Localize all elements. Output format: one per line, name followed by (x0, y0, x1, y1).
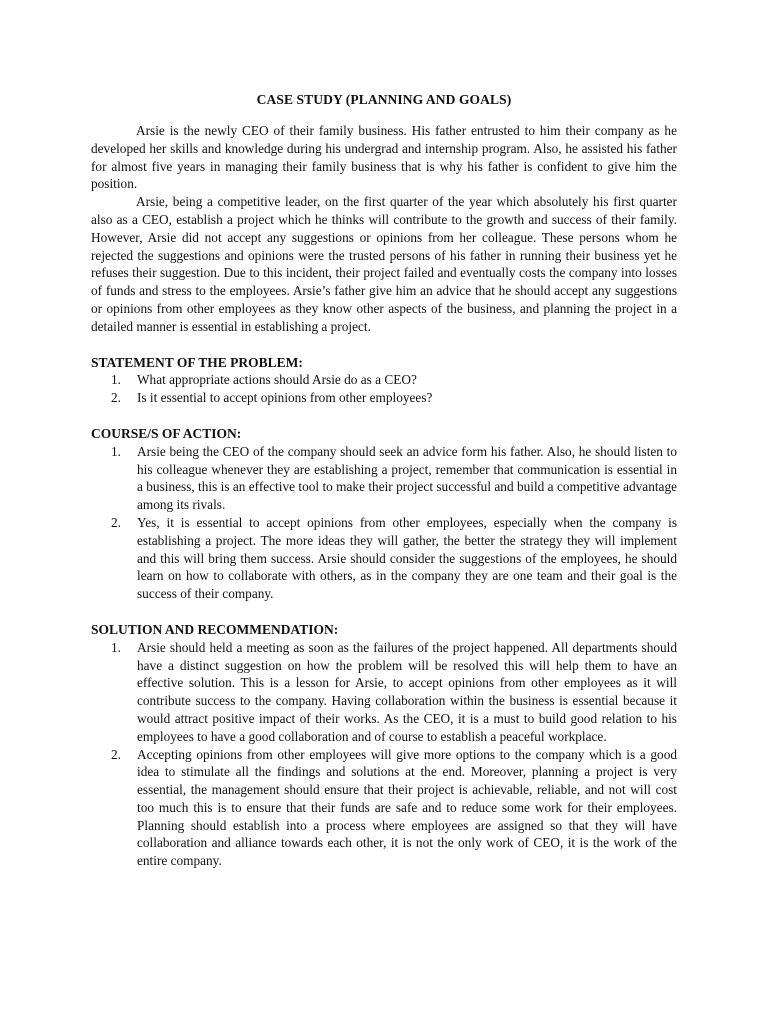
list-item-text: Is it essential to accept opinions from other employees? (137, 390, 433, 406)
intro-paragraph: Arsie, being a competitive leader, on the first quarter of the year which absolutely his first quarter also as a CEO, establish a project which he thinks will contribute to the growth and success of their family. However, Arsie did not accept any suggestions or opinions from her colleague. These persons whom he rejected the suggestions and opinions were the trusted persons of his father in running their business yet he refuses their suggestion. Due to this incident, their project failed and eventually costs the company into losses of funds and stress to the employees. Arsie’s father give him an advice that he should accept any suggestions or opinions from other employees as they know other aspects of the business, and planning the project in a detailed manner is essential in establishing a project. (91, 194, 677, 334)
list-number: 1. (111, 443, 121, 459)
list-item (91, 371, 677, 389)
list-item (91, 514, 677, 603)
problem-heading: STATEMENT OF THE PROBLEM: (91, 354, 303, 370)
problem-list (91, 371, 677, 407)
solution-list (91, 639, 677, 870)
list-number: 1. (111, 372, 121, 388)
list-item-text: What appropriate actions should Arsie do as a CEO? (137, 372, 417, 388)
list-number: 2. (111, 514, 121, 530)
actions-heading: COURSE/S OF ACTION: (91, 425, 242, 441)
list-item (91, 639, 677, 746)
list-item (91, 746, 677, 871)
list-item-text: Yes, it is essential to accept opinions from other employees, especially when the company is establishing a project. The more ideas they will gather, the better the strategy they will implement and this will bring them success. Arsie should consider the suggestions of the employees, he should learn on how to collaborate with others, as in the company they are one team and their goal is the success of their company. (137, 514, 677, 602)
list-item (91, 443, 677, 514)
list-item-text: Accepting opinions from other employees will give more options to the company which is a good idea to stimulate all the findings and solutions at the end. Moreover, planning a project is very essential, the management should ensure that their project is achievable, reliable, and not will cost too much this is to ensure that their funds are safe and to reduce some work for their employees. Planning should establish into a process where employees are assigned so that they will have collaboration and alliance towards each other, it is not the only work of CEO, it is the work of the entire company. (137, 746, 677, 869)
list-item-text: Arsie should held a meeting as soon as the failures of the project happened. All departments should have a distinct suggestion on how the problem will be resolved this will help them to have an effective solution. This is a lesson for Arsie, to accept opinions from other employees as it will contribute success to the company. Having collaboration within the business is essential because it would attract positive impact of their works. As the CEO, it is a must to build good relation to his employees to have a good collaboration and of course to establish a peaceful workplace. (137, 639, 677, 744)
list-item (91, 389, 677, 407)
list-number: 2. (111, 746, 121, 762)
intro-paragraph: Arsie is the newly CEO of their family business. His father entrusted to him their company as he developed her skills and knowledge during his undergrad and internship program. Also, he assisted his father for almost five years in managing their family business that is why his father is confident to give him the position. (91, 123, 677, 192)
list-item-text: Arsie being the CEO of the company should seek an advice form his father. Also, he should listen to his colleague whenever they are establishing a project, remember that communication is essential in a business, this is an effective tool to make their project successful and build a competitive advantage among its rivals. (137, 443, 677, 513)
list-number: 2. (111, 390, 121, 406)
document-title: CASE STUDY (PLANNING AND GOALS) (256, 92, 512, 107)
actions-list (91, 443, 677, 603)
list-number: 1. (111, 639, 121, 655)
solution-heading: SOLUTION AND RECOMMENDATION: (91, 621, 339, 637)
